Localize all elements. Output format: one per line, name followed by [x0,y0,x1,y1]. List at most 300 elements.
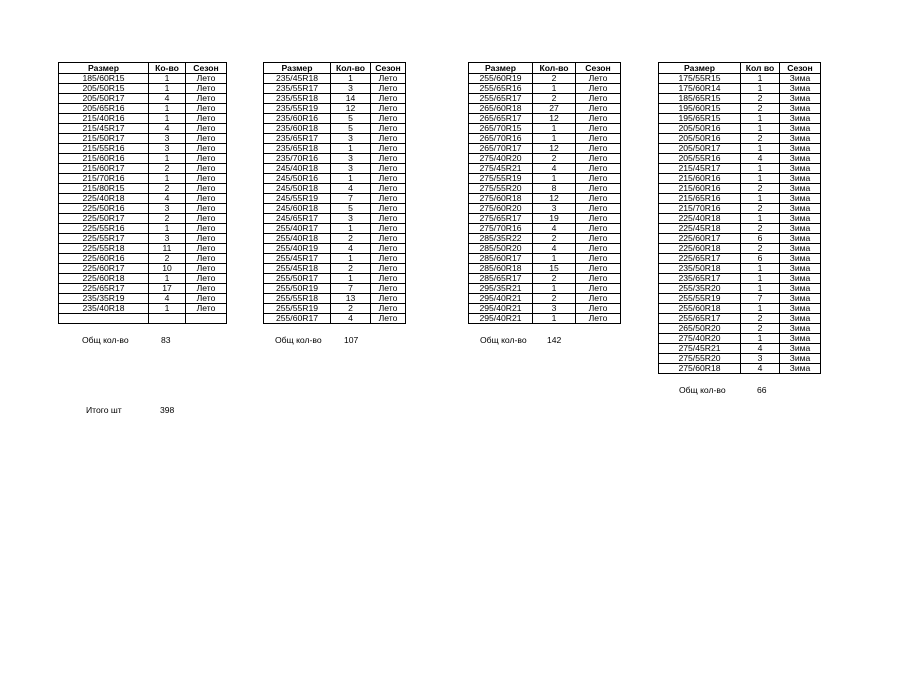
table-row [659,204,821,214]
cell-size: 215/65R16 [659,194,741,204]
cell-qty: 14 [331,94,371,104]
table-row [469,274,621,284]
cell-season: Зима [780,134,821,144]
cell-qty: 1 [533,174,576,184]
cell-size: 295/40R21 [469,294,533,304]
cell-season: Лето [186,154,227,164]
cell-size: 225/60R16 [59,254,149,264]
cell-season: Лето [186,74,227,84]
cell-qty: 2 [331,264,371,274]
table-row [59,154,227,164]
cell-size: 215/60R17 [59,164,149,174]
cell-qty: 4 [331,314,371,324]
cell-qty: 1 [741,284,780,294]
cell-qty: 19 [533,214,576,224]
cell-season: Лето [371,114,406,124]
table-1-total-label: Общ кол-во [82,335,129,345]
cell-qty: 1 [331,74,371,84]
cell-size: 275/55R20 [659,354,741,364]
cell-size: 245/55R19 [264,194,331,204]
table-row [659,74,821,84]
table-row [59,74,227,84]
cell-size: 205/50R16 [659,134,741,144]
cell-size: 275/45R21 [469,164,533,174]
table-4-total-value: 66 [757,385,767,395]
cell-size: 275/60R18 [469,194,533,204]
cell-qty: 6 [741,254,780,264]
table-header-row [469,63,621,74]
cell-size: 295/35R21 [469,284,533,294]
table-row [264,144,406,154]
cell-size: 295/40R21 [469,314,533,324]
cell-season: Зима [780,144,821,154]
cell-qty: 2 [741,184,780,194]
cell-season: Лето [576,244,621,254]
cell-season: Лето [186,84,227,94]
cell-season: Лето [186,304,227,314]
cell-season: Зима [780,164,821,174]
cell-season: Лето [576,84,621,94]
cell-qty: 1 [331,274,371,284]
cell-size: 235/55R17 [264,84,331,94]
cell-season: Зима [780,124,821,134]
cell-qty: 5 [331,204,371,214]
cell-qty: 11 [149,244,186,254]
cell-qty: 4 [331,184,371,194]
header-qty: Кол-во [331,63,371,74]
cell-size: 215/45R17 [659,164,741,174]
cell-qty: 2 [533,234,576,244]
cell-season: Лето [371,294,406,304]
cell-season: Лето [576,164,621,174]
cell-size: 235/45R18 [264,74,331,84]
cell-qty: 2 [533,274,576,284]
table-4-total-label: Общ кол-во [679,385,726,395]
table-row [659,314,821,324]
header-season: Сезон [780,63,821,74]
cell-qty: 1 [741,194,780,204]
cell-size [59,314,149,324]
cell-qty: 1 [741,304,780,314]
cell-size: 255/50R19 [264,284,331,294]
table-1-total-value: 83 [161,335,171,345]
cell-season: Лето [186,144,227,154]
cell-size: 215/60R16 [659,184,741,194]
cell-qty: 2 [533,294,576,304]
tire-table-2 [263,62,406,324]
cell-season: Зима [780,234,821,244]
cell-size: 265/60R18 [469,104,533,114]
cell-qty: 1 [331,224,371,234]
cell-size: 275/70R16 [469,224,533,234]
table-row [264,154,406,164]
cell-season: Лето [371,274,406,284]
cell-qty: 1 [741,114,780,124]
table-row [264,274,406,284]
table-row [264,284,406,294]
cell-season: Лето [186,164,227,174]
table-row [264,74,406,84]
cell-size: 205/50R16 [659,124,741,134]
cell-season: Зима [780,294,821,304]
table-2-total-label: Общ кол-во [275,335,322,345]
cell-size: 245/50R16 [264,174,331,184]
cell-size: 275/60R20 [469,204,533,214]
cell-qty: 4 [331,244,371,254]
tire-table-4 [658,62,821,374]
cell-qty: 1 [149,104,186,114]
table-row [264,244,406,254]
table-row [659,214,821,224]
cell-size: 235/50R18 [659,264,741,274]
cell-size: 255/40R18 [264,234,331,244]
table-row [59,194,227,204]
cell-qty: 3 [331,214,371,224]
cell-qty: 3 [149,134,186,144]
table-row [264,264,406,274]
cell-size: 245/60R18 [264,204,331,214]
table-row [59,134,227,144]
cell-size: 225/60R17 [659,234,741,244]
table-header-row [659,63,821,74]
cell-size: 235/60R16 [264,114,331,124]
cell-season: Зима [780,114,821,124]
table-row [469,254,621,264]
header-season: Сезон [186,63,227,74]
cell-qty: 2 [741,224,780,234]
table-row [59,184,227,194]
cell-season: Зима [780,184,821,194]
table-row [659,244,821,254]
cell-season: Лето [576,194,621,204]
cell-season: Лето [371,284,406,294]
cell-size: 275/45R21 [659,344,741,354]
table-row [469,234,621,244]
cell-size: 235/70R16 [264,154,331,164]
cell-season: Лето [576,94,621,104]
table-header-row [59,63,227,74]
cell-season: Зима [780,314,821,324]
cell-qty: 2 [741,314,780,324]
cell-season: Лето [186,114,227,124]
table-row [469,144,621,154]
cell-season: Лето [186,224,227,234]
cell-size: 235/55R19 [264,104,331,114]
cell-qty: 4 [149,124,186,134]
table-row [659,184,821,194]
cell-season: Лето [371,104,406,114]
cell-size: 195/65R15 [659,114,741,124]
table-row [659,284,821,294]
cell-season: Зима [780,104,821,114]
cell-qty: 27 [533,104,576,114]
cell-qty: 2 [741,204,780,214]
cell-qty: 4 [149,194,186,204]
header-size: Размер [264,63,331,74]
cell-size: 225/55R16 [59,224,149,234]
table-row [59,84,227,94]
cell-season: Лето [371,314,406,324]
cell-size: 215/60R16 [59,154,149,164]
cell-season: Лето [576,134,621,144]
cell-season: Лето [371,84,406,94]
cell-season: Лето [186,184,227,194]
table-row [264,214,406,224]
cell-qty: 1 [533,314,576,324]
cell-size: 215/70R16 [659,204,741,214]
cell-qty: 2 [533,74,576,84]
cell-qty: 1 [149,114,186,124]
table-row [469,114,621,124]
table-row [469,84,621,94]
table-row [469,284,621,294]
table-row [264,304,406,314]
table-3-total-label: Общ кол-во [480,335,527,345]
cell-qty: 1 [149,274,186,284]
cell-qty: 2 [149,254,186,264]
cell-qty: 4 [533,244,576,254]
cell-size: 235/60R18 [264,124,331,134]
cell-size: 225/40R18 [59,194,149,204]
table-row [659,164,821,174]
cell-qty: 2 [741,94,780,104]
table-row [264,94,406,104]
table-row [469,244,621,254]
cell-size: 255/50R17 [264,274,331,284]
table-row [59,94,227,104]
table-row [264,124,406,134]
cell-season: Лето [186,254,227,264]
cell-size: 215/70R16 [59,174,149,184]
cell-size: 205/55R16 [659,154,741,164]
cell-qty: 1 [331,174,371,184]
cell-season: Лето [186,174,227,184]
cell-season: Зима [780,94,821,104]
cell-season: Лето [371,154,406,164]
cell-season: Лето [576,144,621,154]
cell-season: Зима [780,254,821,264]
table-row [59,224,227,234]
cell-season: Лето [576,204,621,214]
cell-size: 225/50R16 [59,204,149,214]
grand-total-label: Итого шт [86,405,122,415]
cell-season: Зима [780,204,821,214]
cell-qty: 2 [741,244,780,254]
cell-qty: 2 [149,164,186,174]
cell-season: Лето [371,264,406,274]
cell-season: Зима [780,174,821,184]
table-row [264,174,406,184]
table-row [469,204,621,214]
cell-size: 295/40R21 [469,304,533,314]
cell-season: Лето [186,194,227,204]
table-row [659,84,821,94]
cell-season: Лето [371,304,406,314]
header-size: Размер [59,63,149,74]
cell-qty: 8 [533,184,576,194]
cell-qty: 5 [331,124,371,134]
cell-size: 265/70R15 [469,124,533,134]
cell-season: Лето [576,284,621,294]
table-row [59,214,227,224]
cell-size: 175/60R14 [659,84,741,94]
cell-size: 235/35R19 [59,294,149,304]
cell-size: 225/55R17 [59,234,149,244]
table-row [59,284,227,294]
table-row [659,324,821,334]
cell-size: 225/50R17 [59,214,149,224]
cell-size: 275/55R19 [469,174,533,184]
cell-size: 245/50R18 [264,184,331,194]
table-row [469,224,621,234]
cell-qty: 4 [533,164,576,174]
cell-qty: 1 [741,74,780,84]
cell-qty: 2 [533,94,576,104]
cell-size: 205/50R17 [59,94,149,104]
table-row [659,114,821,124]
cell-size: 255/60R17 [264,314,331,324]
cell-season: Лето [576,234,621,244]
cell-qty: 1 [741,264,780,274]
cell-season: Лето [576,114,621,124]
cell-season: Зима [780,324,821,334]
cell-season: Лето [371,254,406,264]
cell-size: 275/60R18 [659,364,741,374]
cell-size: 205/50R17 [659,144,741,154]
cell-season: Лето [186,234,227,244]
cell-size: 205/50R15 [59,84,149,94]
cell-size: 255/65R16 [469,84,533,94]
header-qty: Ко-во [149,63,186,74]
cell-season: Зима [780,214,821,224]
cell-season: Лето [576,184,621,194]
cell-size: 285/60R17 [469,254,533,264]
cell-size: 255/55R18 [264,294,331,304]
cell-size: 265/65R17 [469,114,533,124]
cell-season: Зима [780,274,821,284]
cell-qty: 2 [741,104,780,114]
table-row [469,194,621,204]
cell-qty: 4 [149,94,186,104]
cell-qty: 1 [149,304,186,314]
cell-size: 255/45R18 [264,264,331,274]
table-row [264,184,406,194]
cell-qty: 1 [741,84,780,94]
table-row [59,104,227,114]
table-row [659,354,821,364]
table-row [469,74,621,84]
cell-size: 225/40R18 [659,214,741,224]
table-row [59,244,227,254]
cell-size: 275/55R20 [469,184,533,194]
cell-qty: 2 [331,234,371,244]
cell-size: 255/35R20 [659,284,741,294]
cell-season: Лето [576,314,621,324]
cell-season: Лето [371,124,406,134]
cell-qty: 1 [149,154,186,164]
cell-qty: 2 [741,134,780,144]
cell-qty: 1 [331,254,371,264]
cell-size: 255/45R17 [264,254,331,264]
cell-season: Зима [780,264,821,274]
table-row [469,304,621,314]
cell-size: 235/40R18 [59,304,149,314]
cell-season: Лето [186,264,227,274]
cell-qty: 17 [149,284,186,294]
header-season: Сезон [576,63,621,74]
cell-qty: 1 [533,124,576,134]
cell-qty: 3 [331,134,371,144]
cell-size: 205/65R16 [59,104,149,114]
cell-qty: 3 [149,144,186,154]
cell-season: Лето [371,244,406,254]
table-row [59,254,227,264]
table-row [469,174,621,184]
cell-size: 175/55R15 [659,74,741,84]
cell-size: 195/60R15 [659,104,741,114]
cell-qty: 2 [533,154,576,164]
cell-qty: 3 [149,204,186,214]
cell-qty: 12 [533,194,576,204]
table-row [659,174,821,184]
cell-size: 225/55R18 [59,244,149,254]
cell-qty: 5 [331,114,371,124]
table-row [659,134,821,144]
header-size: Размер [659,63,741,74]
table-row [659,364,821,374]
table-row [59,174,227,184]
cell-qty: 1 [741,124,780,134]
cell-season: Лето [371,164,406,174]
cell-season: Лето [186,284,227,294]
cell-season: Лето [576,264,621,274]
cell-size: 275/40R20 [659,334,741,344]
header-qty: Кол во [741,63,780,74]
cell-size: 215/80R15 [59,184,149,194]
table-row [469,124,621,134]
cell-size: 225/60R18 [59,274,149,284]
table-row [469,264,621,274]
tire-table-3 [468,62,621,324]
cell-size: 255/55R19 [264,304,331,314]
table-row [469,294,621,304]
table-row [659,94,821,104]
cell-season: Лето [576,294,621,304]
cell-season: Лето [371,224,406,234]
table-row [264,164,406,174]
table-row [659,254,821,264]
cell-size: 215/60R16 [659,174,741,184]
cell-season: Лето [371,94,406,104]
cell-qty: 7 [331,284,371,294]
cell-season: Лето [186,244,227,254]
cell-size: 265/70R16 [469,134,533,144]
cell-size: 275/40R20 [469,154,533,164]
cell-size: 255/40R19 [264,244,331,254]
cell-size: 215/55R16 [59,144,149,154]
cell-size: 285/60R18 [469,264,533,274]
cell-season: Лето [186,104,227,114]
cell-season: Лето [371,144,406,154]
cell-qty: 12 [533,144,576,154]
cell-size: 225/65R17 [59,284,149,294]
cell-season: Зима [780,354,821,364]
cell-qty: 1 [149,174,186,184]
table-row [264,134,406,144]
cell-size: 255/60R18 [659,304,741,314]
table-row [264,294,406,304]
cell-qty: 1 [533,254,576,264]
